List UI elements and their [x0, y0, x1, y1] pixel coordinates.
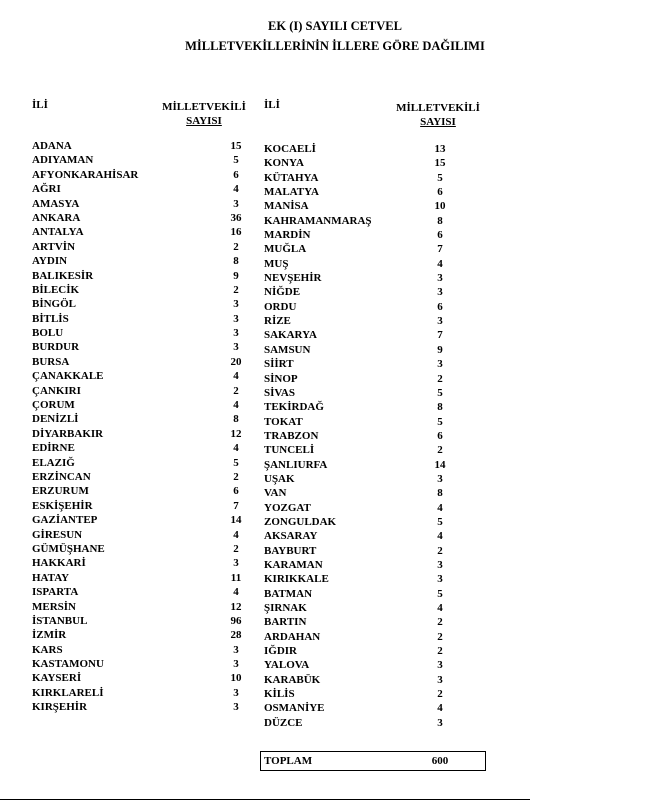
deputy-count: 2 — [437, 616, 443, 629]
deputy-count: 4 — [233, 370, 239, 383]
deputy-count: 6 — [437, 300, 443, 313]
deputy-count: 3 — [437, 673, 443, 686]
table-row — [32, 571, 257, 585]
table-row — [264, 615, 489, 629]
table-row — [32, 643, 257, 657]
province-name: BURDUR — [32, 341, 80, 354]
table-row — [32, 614, 257, 628]
province-name: YALOVA — [264, 659, 310, 672]
province-name: KIRKLARELİ — [32, 686, 104, 699]
deputy-count: 5 — [437, 171, 443, 184]
province-name: TOKAT — [264, 415, 303, 428]
province-name: BATMAN — [264, 587, 313, 600]
table-row — [264, 544, 489, 558]
province-name: HAKKARİ — [32, 557, 86, 570]
table-row — [264, 171, 489, 185]
table-row — [264, 501, 489, 515]
province-name: BİTLİS — [32, 312, 69, 325]
deputy-count: 4 — [233, 528, 239, 541]
province-name: SAMSUN — [264, 343, 311, 356]
table-row — [32, 139, 257, 153]
deputy-count: 2 — [437, 372, 443, 385]
table-row — [32, 456, 257, 470]
table-row — [32, 528, 257, 542]
province-name: RİZE — [264, 315, 291, 328]
deputy-count: 16 — [230, 226, 242, 239]
right-count-header-line2: SAYISI — [420, 116, 456, 128]
province-name: BURSA — [32, 355, 70, 368]
province-name: GAZİANTEP — [32, 514, 98, 527]
province-name: ARDAHAN — [264, 630, 321, 643]
table-row — [264, 443, 489, 457]
table-row — [264, 214, 489, 228]
deputy-count: 9 — [233, 269, 239, 282]
deputy-count: 20 — [230, 355, 242, 368]
table-row — [32, 657, 257, 671]
table-row — [264, 271, 489, 285]
deputy-count: 9 — [437, 343, 443, 356]
table-row — [264, 515, 489, 529]
table-row — [32, 600, 257, 614]
table-row — [32, 686, 257, 700]
deputy-count: 8 — [437, 487, 443, 500]
table-row — [32, 628, 257, 642]
deputy-count: 3 — [437, 272, 443, 285]
province-name: KONYA — [264, 157, 304, 170]
left-province-list — [32, 139, 257, 715]
table-row — [32, 700, 257, 714]
table-row — [264, 228, 489, 242]
table-row — [32, 355, 257, 369]
province-name: AĞRI — [32, 183, 61, 196]
bottom-divider — [0, 799, 530, 800]
province-name: KASTAMONU — [32, 658, 104, 671]
province-name: KARS — [32, 643, 63, 656]
deputy-count: 4 — [437, 501, 443, 514]
table-row — [264, 372, 489, 386]
deputy-count: 3 — [233, 686, 239, 699]
province-name: KIRŞEHİR — [32, 701, 88, 714]
province-name: SİVAS — [264, 386, 295, 399]
deputy-count: 11 — [230, 571, 242, 584]
table-row — [32, 412, 257, 426]
deputy-count: 15 — [434, 157, 446, 170]
deputy-count: 3 — [233, 658, 239, 671]
province-name: ISPARTA — [32, 586, 79, 599]
province-name: ADIYAMAN — [32, 154, 94, 167]
province-name: YOZGAT — [264, 501, 311, 514]
deputy-count: 3 — [233, 197, 239, 210]
table-row — [32, 513, 257, 527]
province-name: VAN — [264, 487, 287, 500]
province-name: KOCAELİ — [264, 143, 316, 155]
right-province-list — [264, 142, 489, 730]
province-name: DENİZLİ — [32, 413, 79, 426]
province-name: KARAMAN — [264, 558, 323, 571]
province-name: ZONGULDAK — [264, 515, 337, 528]
deputy-count: 2 — [437, 630, 443, 643]
table-row — [264, 601, 489, 615]
deputy-count: 3 — [437, 558, 443, 571]
table-row — [264, 630, 489, 644]
province-name: ARTVİN — [32, 240, 76, 253]
deputy-count: 3 — [437, 315, 443, 328]
province-name: ANKARA — [32, 211, 81, 224]
table-row — [264, 529, 489, 543]
province-name: UŞAK — [264, 472, 295, 485]
table-row — [264, 658, 489, 672]
deputy-count: 10 — [434, 200, 446, 213]
table-row — [32, 484, 257, 498]
document-subtitle: MİLLETVEKİLLERİNİN İLLERE GÖRE DAĞILIMI — [185, 39, 485, 53]
deputy-count: 4 — [437, 257, 443, 270]
province-name: ERZURUM — [32, 485, 89, 498]
province-name: MERSİN — [32, 600, 77, 613]
province-name: OSMANİYE — [264, 702, 325, 715]
table-row — [32, 283, 257, 297]
table-row — [32, 340, 257, 354]
table-row — [264, 486, 489, 500]
table-row — [264, 472, 489, 486]
province-name: MANİSA — [264, 200, 309, 213]
deputy-count: 3 — [437, 573, 443, 586]
left-count-header — [157, 100, 251, 128]
left-province-header: İLİ — [32, 99, 48, 111]
deputy-count: 3 — [437, 716, 443, 729]
deputy-count: 6 — [437, 229, 443, 242]
table-row — [32, 197, 257, 211]
deputy-count: 2 — [437, 645, 443, 658]
table-row — [264, 257, 489, 271]
deputy-count: 15 — [230, 140, 242, 152]
deputy-count: 14 — [230, 514, 242, 527]
table-row — [264, 687, 489, 701]
deputy-count: 6 — [437, 429, 443, 442]
table-row — [32, 499, 257, 513]
table-row — [264, 716, 489, 730]
deputy-count: 5 — [437, 515, 443, 528]
deputy-count: 3 — [233, 298, 239, 311]
province-name: KARABÜK — [264, 673, 321, 686]
deputy-count: 2 — [437, 444, 443, 457]
table-row — [32, 182, 257, 196]
deputy-count: 2 — [233, 470, 239, 483]
province-name: KAYSERİ — [32, 672, 82, 685]
table-row — [32, 556, 257, 570]
province-name: TEKİRDAĞ — [264, 401, 324, 414]
table-row — [32, 240, 257, 254]
table-row — [264, 572, 489, 586]
table-row — [264, 558, 489, 572]
province-name: ŞANLIURFA — [264, 458, 328, 471]
deputy-count: 7 — [437, 243, 443, 256]
province-name: AFYONKARAHİSAR — [32, 168, 139, 181]
table-row — [32, 427, 257, 441]
deputy-count: 6 — [233, 168, 239, 181]
table-row — [264, 242, 489, 256]
table-row — [264, 429, 489, 443]
deputy-count: 4 — [437, 702, 443, 715]
deputy-count: 5 — [437, 415, 443, 428]
table-row — [32, 326, 257, 340]
table-row — [32, 470, 257, 484]
province-name: TRABZON — [264, 429, 319, 442]
table-row — [32, 297, 257, 311]
province-name: ERZİNCAN — [32, 470, 91, 483]
province-name: AMASYA — [32, 197, 80, 210]
province-name: ESKİŞEHİR — [32, 499, 93, 512]
deputy-count: 4 — [437, 530, 443, 543]
deputy-count: 4 — [233, 183, 239, 196]
total-row — [260, 751, 486, 771]
deputy-count: 7 — [437, 329, 443, 342]
deputy-count: 4 — [437, 602, 443, 614]
table-row — [264, 142, 489, 156]
province-name: ÇANKIRI — [32, 384, 81, 397]
province-name: ELAZIĞ — [32, 456, 75, 469]
table-row — [264, 415, 489, 429]
deputy-count: 3 — [437, 659, 443, 672]
deputy-count: 4 — [233, 586, 239, 599]
table-row — [32, 441, 257, 455]
right-count-header-line1: MİLLETVEKİLİ — [396, 102, 480, 114]
province-name: MUŞ — [264, 257, 289, 270]
province-name: ÇANAKKALE — [32, 370, 104, 383]
province-name: NİĞDE — [264, 286, 301, 299]
deputy-count: 3 — [437, 286, 443, 299]
table-row — [32, 398, 257, 412]
province-name: IĞDIR — [264, 645, 298, 658]
province-name: BİLECİK — [32, 283, 80, 296]
table-row — [32, 542, 257, 556]
province-name: TUNCELİ — [264, 444, 315, 457]
deputy-count: 2 — [233, 283, 239, 296]
table-row — [264, 701, 489, 715]
total-label: TOPLAM — [264, 755, 313, 767]
table-row — [264, 199, 489, 213]
deputy-count: 14 — [434, 458, 446, 471]
province-name: SİİRT — [264, 358, 294, 371]
table-row — [264, 587, 489, 601]
deputy-count: 8 — [233, 413, 239, 426]
deputy-count: 3 — [233, 312, 239, 325]
deputy-count: 3 — [233, 341, 239, 354]
table-row — [264, 156, 489, 170]
left-count-header-line1: MİLLETVEKİLİ — [162, 101, 246, 113]
deputy-count: 3 — [437, 358, 443, 371]
province-name: BAYBURT — [264, 544, 317, 557]
deputy-count: 8 — [233, 255, 239, 268]
deputy-count: 8 — [437, 214, 443, 227]
deputy-count: 2 — [233, 384, 239, 397]
deputy-count: 5 — [233, 456, 239, 469]
table-row — [264, 458, 489, 472]
province-name: MALATYA — [264, 186, 320, 199]
deputy-count: 12 — [230, 427, 242, 440]
deputy-count: 13 — [434, 143, 446, 155]
province-name: AYDIN — [32, 255, 68, 268]
province-name: KIRIKKALE — [264, 573, 329, 586]
province-name: ANTALYA — [32, 226, 84, 239]
province-name: MUĞLA — [264, 243, 307, 256]
province-name: BALIKESİR — [32, 269, 94, 282]
deputy-count: 4 — [233, 399, 239, 412]
deputy-count: 2 — [233, 240, 239, 253]
deputy-count: 5 — [437, 386, 443, 399]
table-row — [264, 185, 489, 199]
province-name: GÜMÜŞHANE — [32, 542, 105, 555]
right-province-header: İLİ — [264, 99, 280, 111]
deputy-count: 2 — [437, 544, 443, 557]
table-row — [32, 211, 257, 225]
table-row — [32, 168, 257, 182]
province-name: ÇORUM — [32, 399, 75, 412]
deputy-count: 5 — [437, 587, 443, 600]
deputy-count: 96 — [230, 614, 242, 627]
table-row — [264, 314, 489, 328]
table-row — [32, 585, 257, 599]
province-name: ŞIRNAK — [264, 602, 307, 614]
province-name: KİLİS — [264, 688, 295, 701]
table-row — [32, 254, 257, 268]
province-name: İSTANBUL — [32, 614, 88, 627]
table-row — [264, 300, 489, 314]
table-row — [32, 671, 257, 685]
deputy-count: 3 — [233, 701, 239, 714]
deputy-count: 36 — [230, 211, 242, 224]
deputy-count: 10 — [230, 672, 242, 685]
left-count-header-line2: SAYISI — [186, 115, 222, 127]
deputy-count: 3 — [233, 557, 239, 570]
table-row — [264, 357, 489, 371]
deputy-count: 3 — [233, 327, 239, 340]
province-name: SAKARYA — [264, 329, 317, 342]
table-row — [32, 153, 257, 167]
table-row — [32, 384, 257, 398]
deputy-count: 3 — [437, 472, 443, 485]
table-row — [32, 369, 257, 383]
deputy-count: 8 — [437, 401, 443, 414]
deputy-count: 2 — [437, 688, 443, 701]
province-name: AKSARAY — [264, 530, 318, 543]
deputy-count: 6 — [437, 186, 443, 199]
table-row — [264, 673, 489, 687]
deputy-count: 3 — [233, 643, 239, 656]
table-row — [264, 386, 489, 400]
province-name: MARDİN — [264, 229, 311, 242]
province-name: KAHRAMANMARAŞ — [264, 214, 372, 227]
table-row — [264, 343, 489, 357]
table-row — [264, 644, 489, 658]
table-row — [32, 269, 257, 283]
table-row — [32, 225, 257, 239]
table-row — [264, 285, 489, 299]
deputy-count: 12 — [230, 600, 242, 613]
table-row — [32, 312, 257, 326]
province-name: SİNOP — [264, 372, 298, 385]
province-name: BARTIN — [264, 616, 307, 629]
province-name: BİNGÖL — [32, 298, 77, 311]
province-name: ADANA — [32, 140, 72, 152]
province-name: DÜZCE — [264, 716, 303, 729]
province-name: DİYARBAKIR — [32, 427, 104, 440]
right-count-header — [391, 101, 485, 129]
table-row — [264, 400, 489, 414]
document-title: EK (I) SAYILI CETVEL — [268, 19, 402, 33]
province-name: İZMİR — [32, 629, 67, 642]
deputy-count: 28 — [230, 629, 242, 642]
deputy-count: 6 — [233, 485, 239, 498]
deputy-count: 7 — [233, 499, 239, 512]
province-name: ORDU — [264, 300, 297, 313]
province-name: BOLU — [32, 327, 64, 340]
province-name: GİRESUN — [32, 528, 83, 541]
province-name: NEVŞEHİR — [264, 272, 322, 285]
deputy-count: 5 — [233, 154, 239, 167]
total-value: 600 — [431, 755, 449, 767]
province-name: HATAY — [32, 571, 70, 584]
table-row — [264, 328, 489, 342]
deputy-count: 2 — [233, 542, 239, 555]
deputy-count: 4 — [233, 442, 239, 455]
province-name: KÜTAHYA — [264, 171, 319, 184]
province-name: EDİRNE — [32, 442, 75, 455]
